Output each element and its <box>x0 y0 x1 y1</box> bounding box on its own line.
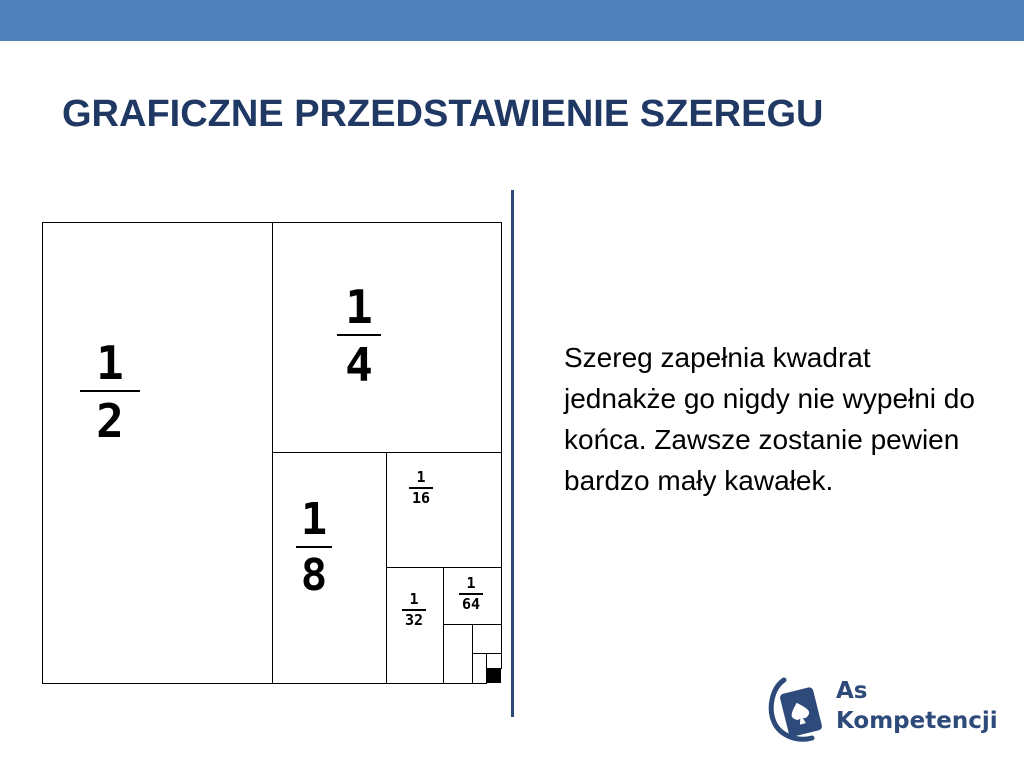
fraction-sixty-fourth <box>456 576 486 612</box>
logo-line-kompetencji: Kompetencji <box>836 708 998 734</box>
fraction-eighth-denominator: 8 <box>300 550 328 601</box>
fraction-half-numerator: 1 <box>96 336 124 390</box>
fraction-eighth <box>296 494 332 601</box>
cell-sixteenth <box>386 452 502 568</box>
fraction-quarter-numerator: 1 <box>345 280 373 334</box>
series-square-diagram <box>42 222 502 684</box>
cell-256th <box>472 624 502 654</box>
as-kompetencji-logo <box>768 672 998 744</box>
cell-512th <box>472 653 487 684</box>
logo-text <box>836 676 998 736</box>
fraction-sixty-fourth-denominator: 64 <box>461 594 481 613</box>
fraction-half <box>80 336 140 448</box>
fraction-sixteenth-denominator: 16 <box>411 488 431 507</box>
fraction-eighth-bar <box>296 546 332 548</box>
fraction-quarter-denominator: 4 <box>345 338 373 392</box>
fraction-half-denominator: 2 <box>96 394 124 448</box>
fraction-thirty-second-denominator: 32 <box>404 610 424 629</box>
cell-remainder-filled <box>487 668 501 683</box>
vertical-divider <box>511 190 514 717</box>
fraction-thirty-second-numerator: 1 <box>409 590 419 608</box>
cell-half <box>42 222 273 684</box>
fraction-eighth-numerator: 1 <box>300 494 328 545</box>
fraction-sixteenth-numerator: 1 <box>416 468 426 486</box>
fraction-quarter <box>337 280 381 392</box>
slide-body-text: Szereg zapełnia kwadrat jednakże go nigdy nie wypełni do końca. Zawsze zostanie pewien bardzo mały kawałek. <box>564 342 975 496</box>
fraction-sixteenth <box>408 470 434 506</box>
logo-line-as: As <box>836 678 868 704</box>
cell-remainder <box>486 653 502 669</box>
playing-card-spade-icon <box>768 672 834 744</box>
cell-quarter <box>272 222 502 453</box>
cell-128th <box>443 624 473 684</box>
fraction-quarter-bar <box>337 334 381 336</box>
fraction-sixty-fourth-numerator: 1 <box>466 574 476 592</box>
fraction-thirty-second <box>400 592 428 628</box>
top-accent-bar <box>0 0 1024 41</box>
slide-title: GRAFICZNE PRZEDSTAWIENIE SZEREGU <box>62 93 824 135</box>
fraction-half-bar <box>80 390 140 392</box>
